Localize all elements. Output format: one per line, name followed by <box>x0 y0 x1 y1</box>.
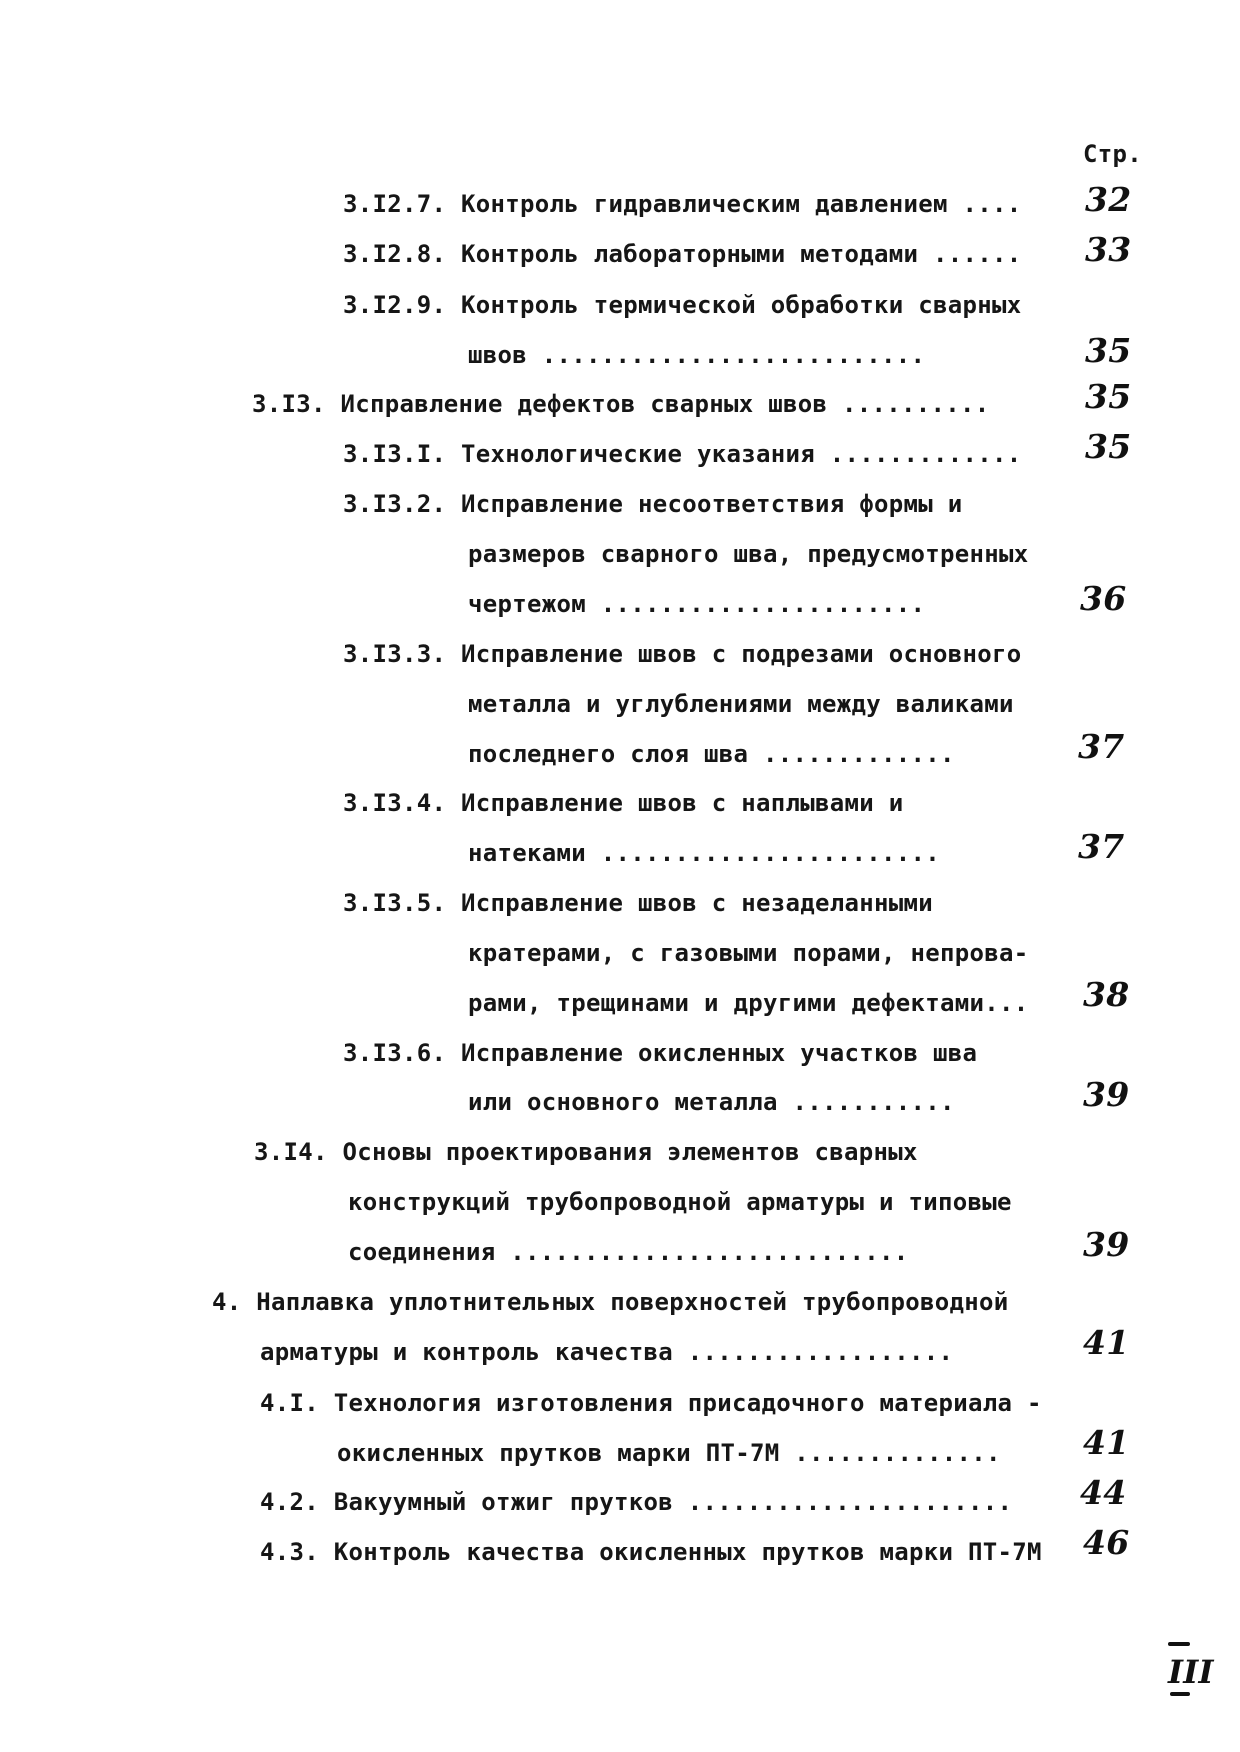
page-column-label: Стр. <box>1083 140 1142 168</box>
toc-line: 4.2. Вакуумный отжиг прутков ...................... <box>260 1488 1013 1516</box>
toc-line: 3.I3.4. Исправление швов с наплывами и <box>343 789 904 817</box>
toc-line: 3.I3. Исправление дефектов сварных швов .......... <box>252 390 990 418</box>
toc-line: металла и углублениями между валиками <box>468 690 1014 718</box>
toc-line: натеками ....................... <box>468 839 940 867</box>
toc-line: 3.I3.5. Исправление швов с незаделанными <box>343 889 933 917</box>
toc-line: 3.I3.I. Технологические указания ............. <box>343 440 1022 468</box>
toc-page-number: 44 <box>1080 1473 1127 1512</box>
toc-line: рами, трещинами и другими дефектами... <box>468 989 1029 1017</box>
toc-page-number: 35 <box>1085 427 1132 466</box>
toc-line: 4.I. Технология изготовления присадочного материала - <box>260 1389 1042 1417</box>
toc-page-number: 41 <box>1083 1423 1130 1462</box>
toc-page-number: 33 <box>1085 230 1132 269</box>
toc-page-number: 36 <box>1080 579 1127 618</box>
toc-line: 3.I3.3. Исправление швов с подрезами основного <box>343 640 1022 668</box>
toc-page-number: 38 <box>1083 975 1130 1014</box>
toc-line: 4.3. Контроль качества окисленных прутков марки ПТ-7М <box>260 1538 1042 1566</box>
toc-line: размеров сварного шва, предусмотренных <box>468 540 1029 568</box>
toc-line: швов .......................... <box>468 341 926 369</box>
sheet-number: III <box>1168 1653 1214 1691</box>
toc-line: чертежом ...................... <box>468 590 926 618</box>
toc-line: 3.I3.2. Исправление несоответствия формы и <box>343 490 963 518</box>
toc-page-number: 46 <box>1083 1523 1130 1562</box>
toc-page-number: 32 <box>1085 180 1132 219</box>
toc-line: 4. Наплавка уплотнительных поверхностей трубопроводной <box>212 1288 1009 1316</box>
toc-page-number: 37 <box>1078 827 1125 866</box>
toc-line: окисленных прутков марки ПТ-7М .............. <box>337 1439 1001 1467</box>
toc-line: кратерами, с газовыми порами, непрова- <box>468 939 1029 967</box>
toc-line: последнего слоя шва ............. <box>468 740 955 768</box>
toc-line: 3.I3.6. Исправление окисленных участков шва <box>343 1039 978 1067</box>
toc-line: 3.I2.9. Контроль термической обработки сварных <box>343 291 1022 319</box>
toc-page-number: 35 <box>1085 331 1132 370</box>
toc-page-number: 41 <box>1083 1323 1130 1362</box>
toc-line: 3.I2.7. Контроль гидравлическим давлением .... <box>343 190 1022 218</box>
toc-line: 3.I2.8. Контроль лабораторными методами ...... <box>343 240 1022 268</box>
toc-page-number: 37 <box>1078 727 1125 766</box>
toc-line: или основного металла ........... <box>468 1088 955 1116</box>
toc-page-number: 35 <box>1085 377 1132 416</box>
toc-line: арматуры и контроль качества .................. <box>260 1338 954 1366</box>
toc-page-number: 39 <box>1083 1225 1130 1264</box>
toc-line: конструкций трубопроводной арматуры и типовые <box>348 1188 1012 1216</box>
toc-line: соединения ........................... <box>348 1238 909 1266</box>
toc-line: 3.I4. Основы проектирования элементов сварных <box>254 1138 918 1166</box>
toc-page-number: 39 <box>1083 1075 1130 1114</box>
